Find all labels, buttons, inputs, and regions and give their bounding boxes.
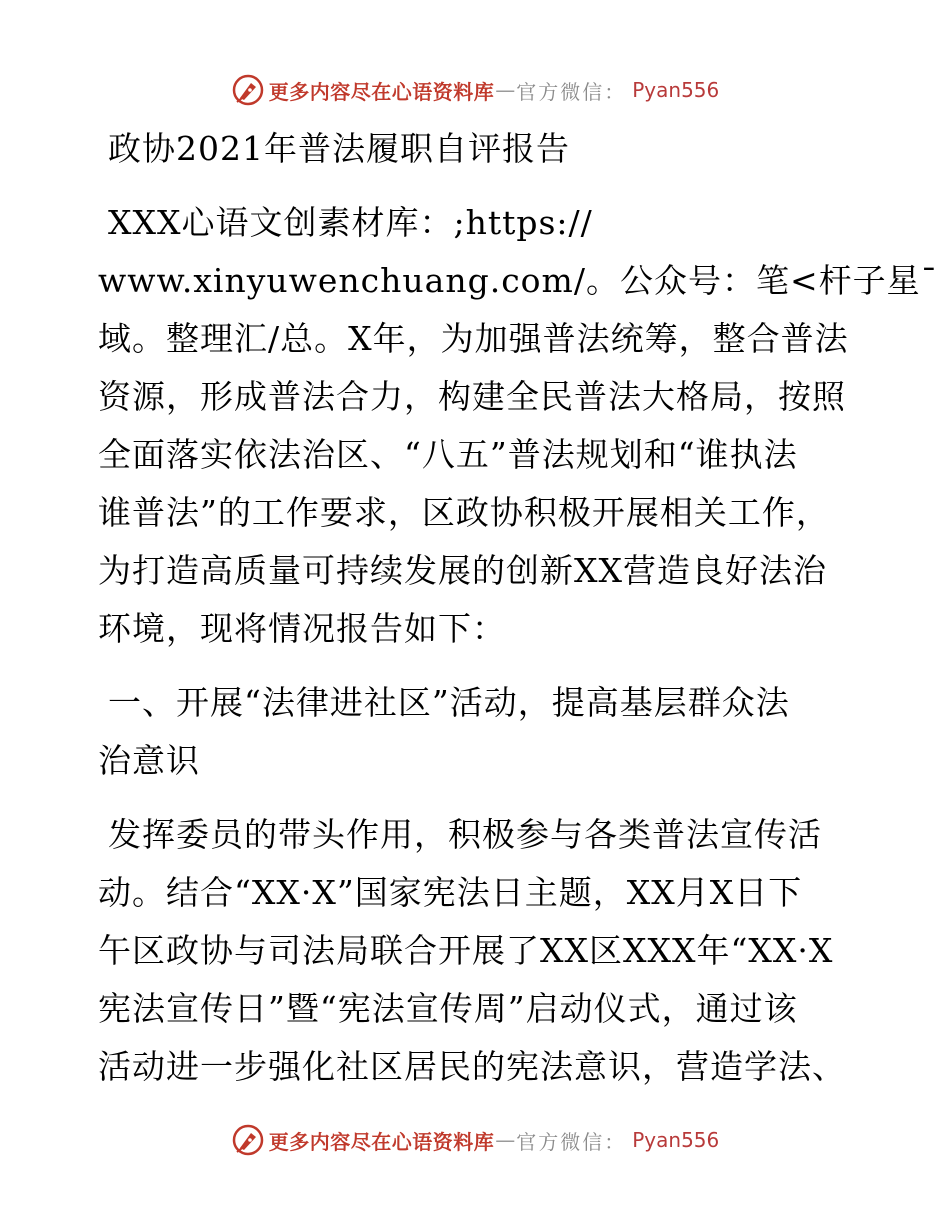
- watermark-site-text: 更多内容尽在心语资料库: [268, 79, 495, 104]
- paragraph-line: XXX心语文创素材库：;https://: [108, 203, 593, 242]
- paragraph-line: 动。结合“XX·X”国家宪法日主题，XX月X日下: [98, 873, 803, 912]
- watermark-official-label: 官方微信：: [516, 79, 627, 104]
- red-pen-nib-logo-icon: [231, 73, 265, 107]
- document-body: [98, 120, 939, 1096]
- paragraph-line: 谁普法”的工作要求，区政协积极开展相关工作，: [98, 493, 830, 532]
- watermark-separator: —: [495, 78, 516, 102]
- watermark-separator: —: [495, 1128, 516, 1152]
- paragraph-line: 为打造高质量可持续发展的创新XX营造良好法治: [98, 551, 827, 590]
- paragraph-line: 活动进一步强化社区居民的宪法意识，营造学法、: [98, 1047, 846, 1086]
- footer-watermark: [0, 1120, 950, 1160]
- paragraph-line: 域。整理汇/总。X年，为加强普法统筹，整合普法: [98, 319, 849, 358]
- heading-line: 治意识: [98, 741, 200, 780]
- watermark-official-label: 官方微信：: [516, 1129, 627, 1154]
- watermark-wechat-id: Pyan556: [632, 78, 720, 102]
- paragraph-line: 环境，现将情况报告如下：: [98, 609, 506, 648]
- paragraph-line: 发挥委员的带头作用，积极参与各类普法宣传活: [108, 815, 822, 854]
- red-pen-nib-logo-icon: [231, 1123, 265, 1157]
- paragraph-line: 全面落实依法治区、“八五”普法规划和“谁执法: [98, 435, 798, 474]
- paragraph-line: 午区政协与司法局联合开展了XX区XXX年“XX·X: [98, 931, 834, 970]
- paragraph-section-1: [98, 806, 858, 1096]
- paragraph-line: 宪法宣传日”暨“宪法宣传周”启动仪式，通过该: [98, 989, 798, 1028]
- paragraph-intro: [98, 194, 939, 658]
- watermark-wechat-id: Pyan556: [632, 1128, 720, 1152]
- heading-line: 一、开展“法律进社区”活动，提高基层群众法: [108, 683, 790, 722]
- paragraph-line: www.xinyuwenchuang.com/。公众号：笔<杆子星¯: [98, 261, 939, 300]
- document-title: 政协2021年普法履职自评报告: [108, 129, 570, 168]
- watermark-site-text: 更多内容尽在心语资料库: [268, 1129, 495, 1154]
- section-heading-1: [98, 674, 858, 790]
- header-watermark: [0, 70, 950, 110]
- paragraph-line: 资源，形成普法合力，构建全民普法大格局，按照: [98, 377, 846, 416]
